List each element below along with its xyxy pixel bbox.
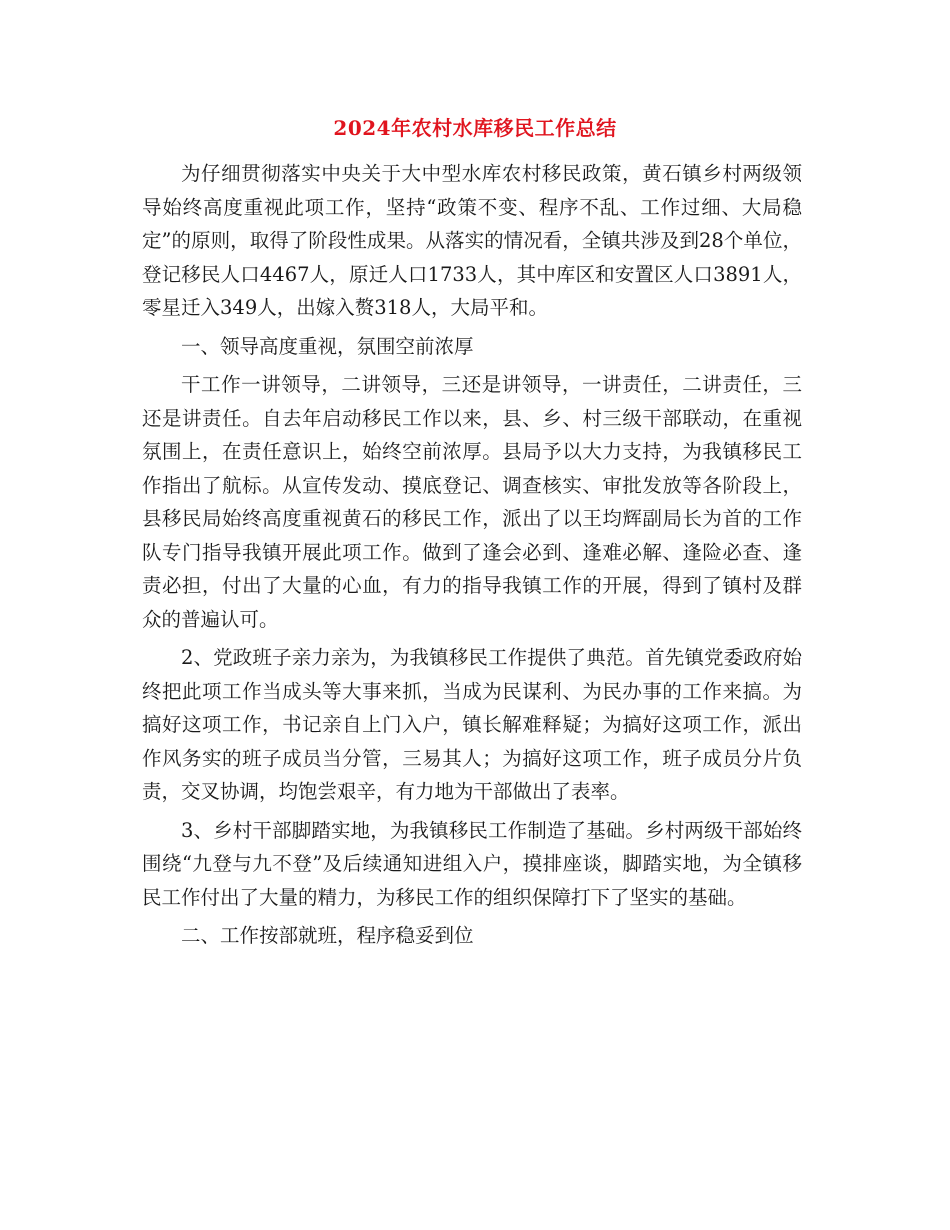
document-body — [142, 157, 802, 958]
paragraph-party-leaders: 2、党政班子亲力亲为，为我镇移民工作提供了典范。首先镇党委政府始终把此项工作当成头等大事来抓，当成为民谋利、为民办事的工作来搞。为搞好这项工作，书记亲自上门入户，镇长解难释疑；为搞好这项工作，派出作风务实的班子成员当分管，三易其人；为搞好这项工作，班子成员分片负责，交叉协调，均饱尝艰辛，有力地为干部做出了表率。 — [142, 646, 802, 803]
paragraph-village-cadres: 3、乡村干部脚踏实地，为我镇移民工作制造了基础。乡村两级干部始终围绕“九登与九不登”及后续通知进组入户，摸排座谈，脚踏实地，为全镇移民工作付出了大量的精力，为移民工作的组织保障打下了坚实的基础。 — [142, 818, 802, 909]
paragraph-intro: 为仔细贯彻落实中央关于大中型水库农村移民政策，黄石镇乡村两级领导始终高度重视此项工作，坚持“政策不变、程序不乱、工作过细、大局稳定”的原则，取得了阶段性成果。从落实的情况看，全镇共涉及到28个单位，登记移民人口4467人，原迁人口1733人，其中库区和安置区人口3891人，零星迁入349人，出嫁入赘318人，大局平和。 — [142, 162, 802, 319]
section-heading-1: 一、领导高度重视，氛围空前浓厚 — [181, 334, 474, 358]
paragraph-leadership: 干工作一讲领导，二讲领导，三还是讲领导，一讲责任，二讲责任，三还是讲责任。自去年启动移民工作以来，县、乡、村三级干部联动，在重视氛围上，在责任意识上，始终空前浓厚。县局予以大力支持，为我镇移民工作指出了航标。从宣传发动、摸底登记、调查核实、审批发放等各阶段上，县移民局始终高度重视黄石的移民工作，派出了以王均辉副局长为首的工作队专门指导我镇开展此项工作。做到了逢会必到、逢难必解、逢险必查、逢责必担，付出了大量的心血，有力的指导我镇工作的开展，得到了镇村及群众的普遍认可。 — [142, 373, 802, 631]
document-title: 2024年农村水库移民工作总结 — [333, 116, 617, 140]
section-heading-2: 二、工作按部就班，程序稳妥到位 — [181, 924, 474, 947]
